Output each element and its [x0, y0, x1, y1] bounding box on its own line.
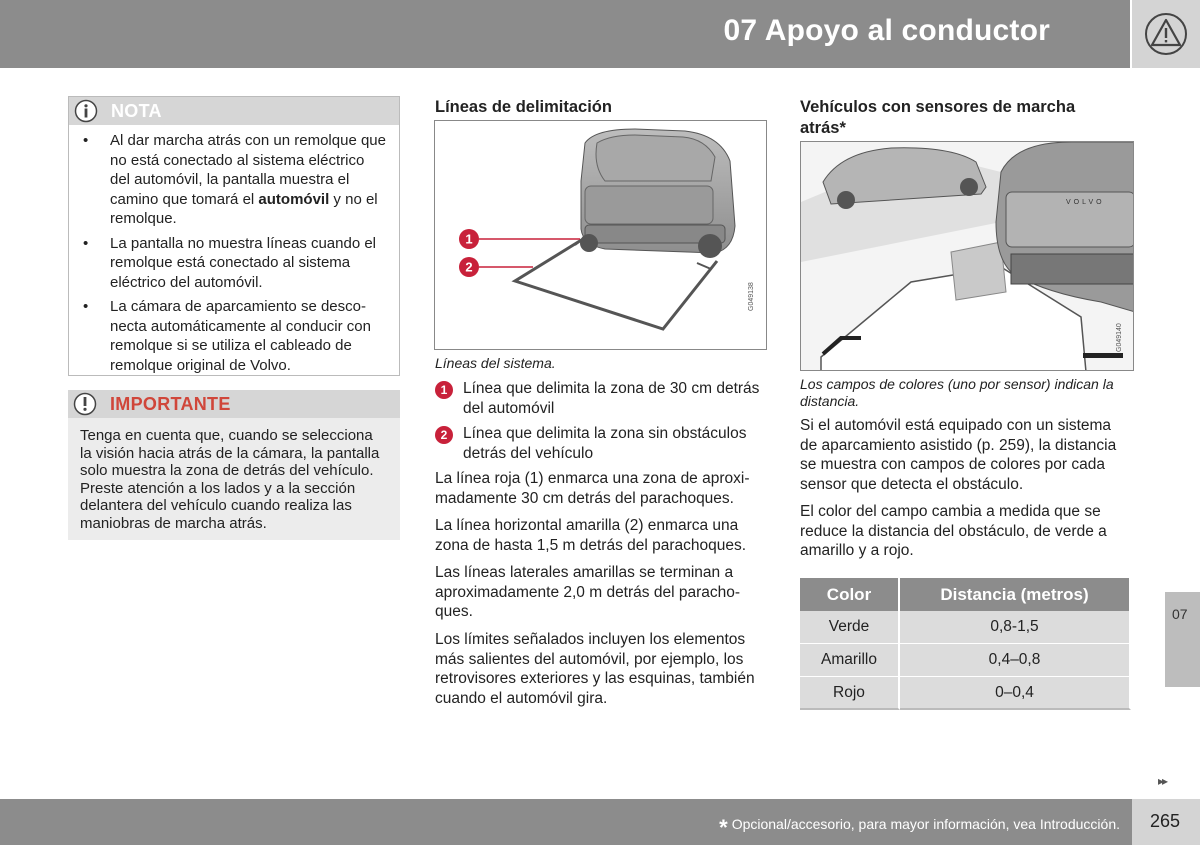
table-cell-distance: 0–0,4	[900, 677, 1131, 710]
figure-sensor-fields	[800, 141, 1134, 371]
table-row	[800, 644, 1131, 677]
page-footer	[0, 799, 1132, 845]
parking-sensor-illustration	[801, 142, 1134, 371]
next-page-arrows[interactable]: ▸▸	[1158, 774, 1167, 788]
note-header	[69, 97, 399, 125]
paragraph: La línea horizontal amarilla (2) enmarca una zona de hasta 1,5 m detrás del parachoques.	[435, 517, 747, 554]
table-cell-color: Amarillo	[800, 644, 900, 677]
table-header-distance: Distancia (metros)	[900, 578, 1131, 611]
important-header	[68, 390, 400, 418]
figure-caption-lines: Líneas del sistema.	[435, 355, 556, 371]
note-item-text: Al dar marcha atrás con un remolque que no está conectado al sistema eléctrico del automóvil, la pantalla muestra el camino que tomará el	[110, 132, 386, 208]
chapter-tab[interactable]	[1165, 592, 1200, 687]
page-number-box	[1132, 799, 1200, 845]
table-row	[800, 611, 1131, 644]
note-title: NOTA	[111, 101, 162, 121]
paragraph: Las líneas laterales amarillas se terminan a aproximadamente 2,0 m detrás del parachoques.	[435, 564, 741, 621]
note-item: • La cámara de aparcamiento se desconecta automáticamente al conducir con remolque si se utiliza el cableado de remolque original de Volvo.	[83, 297, 387, 375]
paragraph: Los límites señalados incluyen los elementos más salientes del automóvil, por ejemplo, los retrovisores exteriores y las esquinas, también cuando el automóvil gira.	[435, 631, 755, 707]
footer-note-text: Opcional/accesorio, para mayor información, vea Introducción.	[731, 816, 1120, 832]
chapter-title: 07 Apoyo al conductor	[723, 14, 1050, 47]
paragraph: La línea roja (1) enmarca una zona de aproximadamente 30 cm detrás del parachoques.	[435, 470, 750, 507]
figure-system-lines	[434, 120, 767, 350]
important-text: Tenga en cuenta que, cuando se selecciona la visión hacia atrás de la cámara, la pantalla solo muestra la zona de detrás del vehículo. Preste atención a los lados y a la sección delantera del vehículo cuando realiza las maniobras de marcha atrás.	[80, 427, 380, 532]
numbered-item-2	[435, 424, 765, 463]
info-icon	[73, 99, 99, 123]
figure-caption-sensors: Los campos de colores (uno por sensor) indican la distancia.	[800, 376, 1114, 409]
table-header-row	[800, 578, 1131, 611]
note-item-bold: automóvil	[258, 190, 330, 208]
distance-table	[800, 578, 1131, 710]
table-cell-distance: 0,8-1,5	[900, 611, 1131, 644]
important-title: IMPORTANTE	[110, 394, 231, 414]
table-row	[800, 677, 1131, 710]
number-badge: 2	[435, 426, 453, 444]
numbered-item-1	[435, 379, 765, 418]
figure-code: G049138	[748, 282, 755, 311]
chapter-tab-label: 07	[1172, 606, 1188, 622]
warning-triangle-icon	[1142, 12, 1190, 56]
page-header	[0, 0, 1130, 68]
table-header-color: Color	[800, 578, 900, 611]
header-icon-box	[1132, 0, 1200, 68]
exclamation-icon	[72, 392, 98, 416]
numbered-item-text: Línea que delimita la zona sin obstáculos detrás del vehículo	[463, 425, 747, 462]
note-list	[69, 125, 399, 375]
table-cell-color: Rojo	[800, 677, 900, 710]
paragraph: Si el automóvil está equipado con un sistema de aparcamiento asistido (p. 259), la distancia se muestra con campos de colores por cada sensor que detecta el obstáculo.	[800, 417, 1117, 493]
table-cell-distance: 0,4–0,8	[900, 644, 1131, 677]
page-number: 265	[1150, 811, 1181, 831]
table-cell-color: Verde	[800, 611, 900, 644]
car-rear-illustration	[435, 121, 767, 350]
callout-1-label: 1	[465, 231, 473, 247]
note-item-text-after: y no el remolque.	[110, 190, 378, 227]
note-item	[83, 131, 387, 229]
note-item: • La pantalla no muestra líneas cuando el remolque está conectado al sistema eléctrico del automóvil.	[83, 234, 387, 293]
note-box	[68, 96, 400, 376]
callout-2-label: 2	[465, 259, 473, 275]
section-title-lines: Líneas de delimitación	[435, 98, 612, 116]
number-badge: 1	[435, 381, 453, 399]
important-box	[68, 390, 400, 540]
figure-code: G049140	[1116, 323, 1123, 352]
footer-asterisk: *	[719, 815, 728, 840]
numbered-item-text: Línea que delimita la zona de 30 cm detrás del automóvil	[463, 380, 760, 417]
section-title-sensors: Vehículos con sensores de marcha atrás*	[800, 98, 1076, 137]
brand-badge: VOLVO	[1066, 199, 1105, 206]
paragraph: El color del campo cambia a medida que se reduce la distancia del obstáculo, de verde a amarillo y a rojo.	[800, 503, 1107, 560]
footer-note	[719, 815, 1120, 841]
